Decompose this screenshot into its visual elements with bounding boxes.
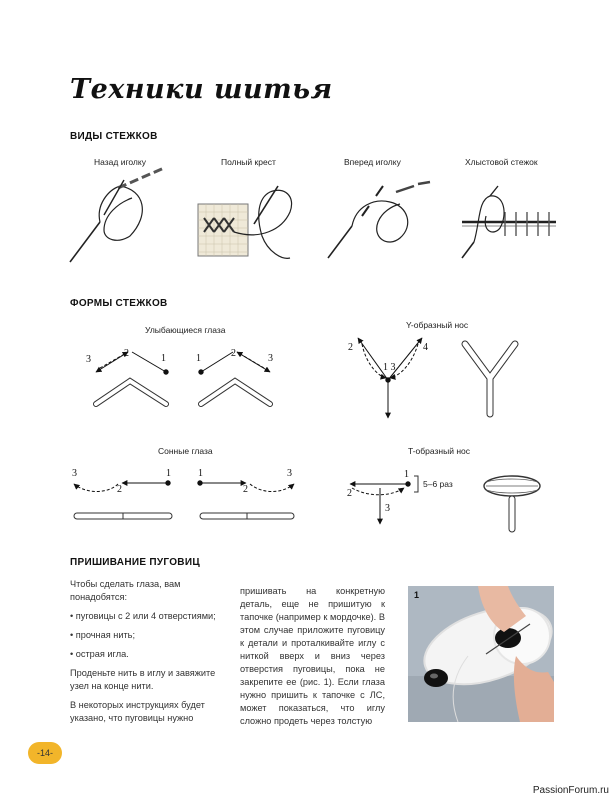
- num-2-smile-left: 2: [124, 348, 129, 359]
- smiling-eye-left-diagram: [96, 352, 168, 404]
- num-13-y-nose: 1 3: [383, 362, 396, 373]
- caption-backstitch: Назад иголку: [94, 157, 146, 167]
- caption-t-nose: T-образный нос: [408, 446, 470, 456]
- button-sewing-photo: [408, 586, 554, 722]
- col1-knot: Проденьте нить в иглу и завяжите узел на конце нити.: [70, 668, 216, 691]
- num-2-sleepy-left: 2: [117, 484, 122, 495]
- whip-stitch-diagram: [462, 186, 556, 258]
- smiling-eye-right-diagram: [199, 352, 270, 404]
- col1-item-2: • прочная нить;: [70, 630, 136, 640]
- photo-label: 1: [414, 590, 420, 600]
- photo-illustration: [408, 586, 554, 722]
- num-1-smile-right: 1: [196, 353, 201, 364]
- num-1-smile-left: 1: [161, 353, 166, 364]
- num-1-sleepy-right: 1: [198, 468, 203, 479]
- caption-running-stitch: Вперед иголку: [344, 157, 401, 167]
- sleepy-eye-left-diagram: [74, 481, 172, 519]
- num-3-sleepy-left: 3: [72, 468, 77, 479]
- running-stitch-diagram: [328, 182, 430, 258]
- col1-instructions: В некоторых инструкциях будет указано, что пуговицы нужно: [70, 700, 205, 723]
- text-column-2: [240, 585, 385, 734]
- caption-whip-stitch: Хлыстовой стежок: [465, 157, 538, 167]
- cross-stitch-diagram: [198, 186, 292, 258]
- page-number: -14-: [28, 742, 62, 764]
- page-title: Техники шитья: [70, 74, 333, 105]
- num-3-smile-left: 3: [86, 354, 91, 365]
- num-1-t-nose: 1: [404, 469, 409, 480]
- num-3-smile-right: 3: [268, 353, 273, 364]
- caption-cross-stitch: Полный крест: [221, 157, 276, 167]
- num-4-y-nose: 4: [423, 342, 428, 353]
- num-1-sleepy-left: 1: [166, 468, 171, 479]
- col1-intro: Чтобы сделать глаза, вам понадобятся:: [70, 579, 181, 602]
- num-2-t-nose: 2: [347, 488, 352, 499]
- section-buttons: ПРИШИВАНИЕ ПУГОВИЦ: [70, 557, 200, 568]
- col1-item-3: • острая игла.: [70, 649, 129, 659]
- num-3-t-nose: 3: [385, 503, 390, 514]
- section-stitch-types: ВИДЫ СТЕЖКОВ: [70, 131, 158, 142]
- num-2-smile-right: 2: [231, 348, 236, 359]
- section-stitch-shapes: ФОРМЫ СТЕЖКОВ: [70, 298, 168, 309]
- caption-smiling-eyes: Улыбающиеся глаза: [145, 325, 226, 335]
- num-2-sleepy-right: 2: [243, 484, 248, 495]
- repeat-note: 5–6 раз: [423, 479, 453, 489]
- y-nose-diagram: [358, 338, 515, 418]
- num-2-y-nose: 2: [348, 342, 353, 353]
- col2-paragraph: пришивать на конкретную деталь, еще не пришитую к тапочке (например к мордочке). В этом случае приложите пуговицу к детали и проталкивайте иглу с ниткой вверх и вниз через отверстия пуговицы, пока не закрепите ее (рис. 1). Если глаза нужно пришить к тапочке с ЛС, может показаться, что иглу сложно продеть через толстую: [240, 586, 385, 726]
- caption-sleepy-eyes: Сонные глаза: [158, 446, 213, 456]
- backstitch-diagram: [70, 168, 164, 262]
- col1-item-1: • пуговицы с 2 или 4 отверстиями;: [70, 611, 216, 621]
- watermark: PassionForum.ru: [532, 785, 609, 796]
- text-column-1: [70, 578, 218, 731]
- caption-y-nose: Y-образный нос: [406, 320, 469, 330]
- num-3-sleepy-right: 3: [287, 468, 292, 479]
